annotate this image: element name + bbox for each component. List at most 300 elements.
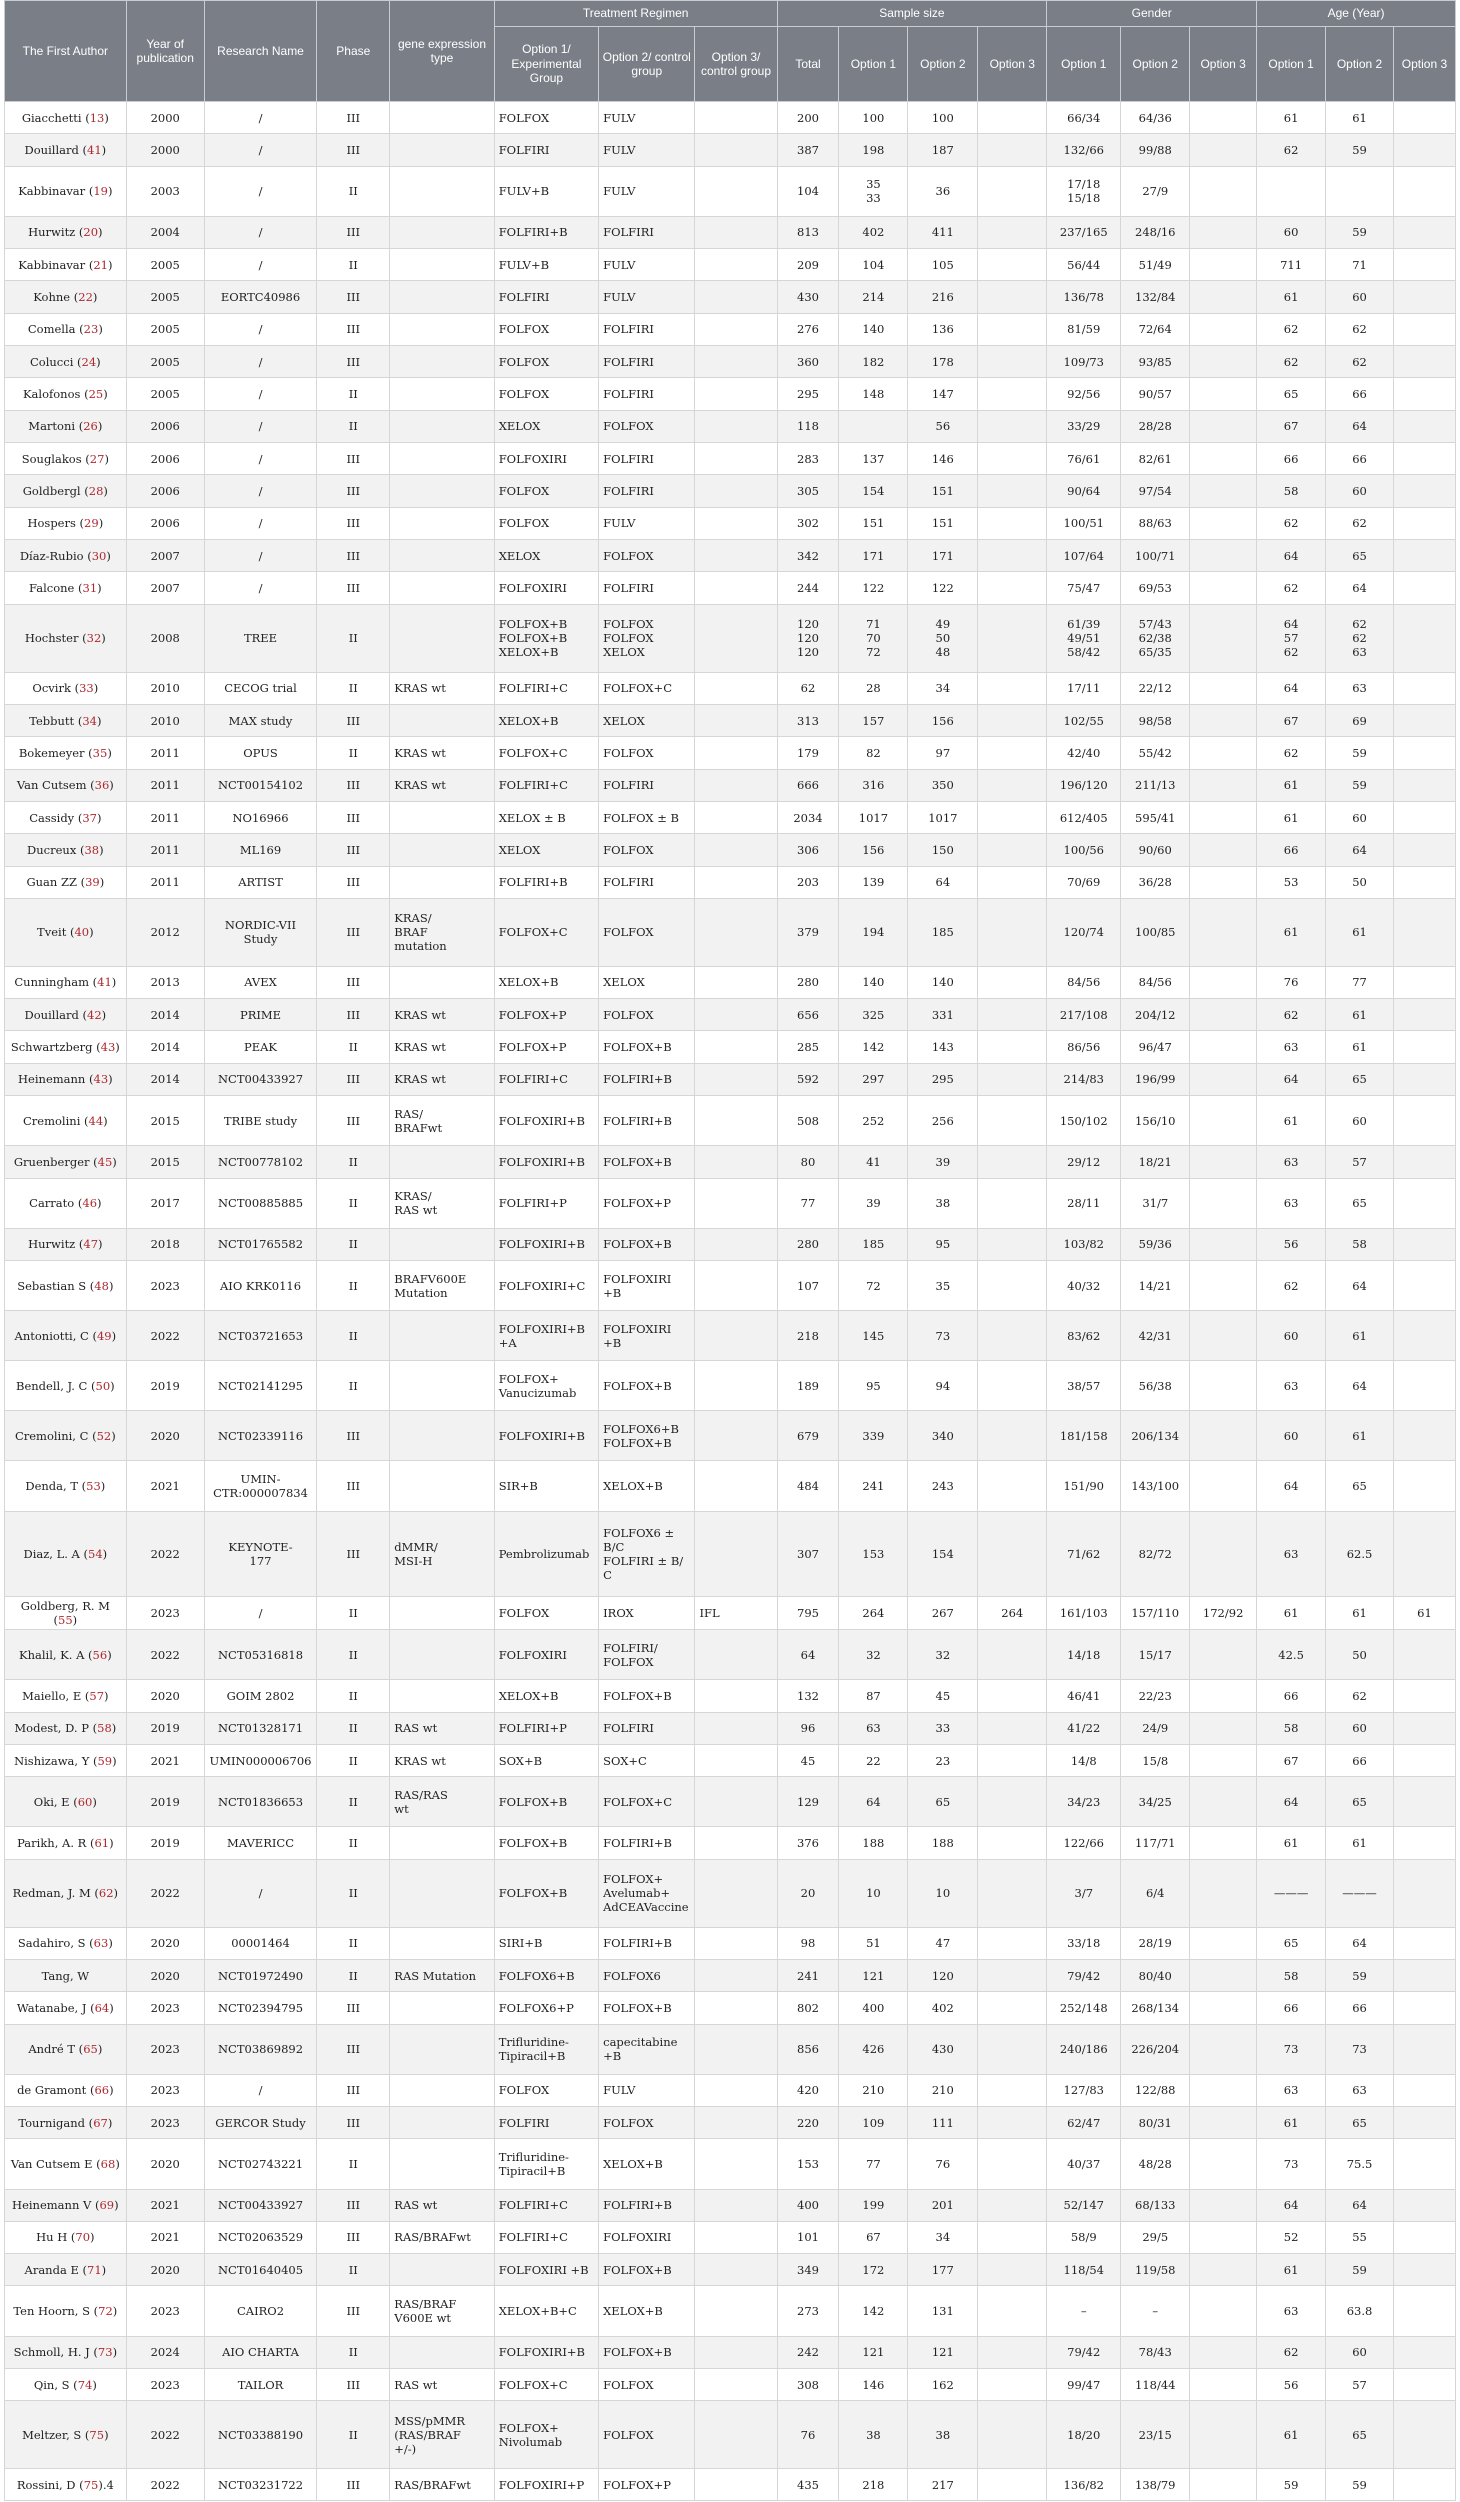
cell-g1: 151/90 (1047, 1461, 1121, 1511)
cell-g1: 92/56 (1047, 378, 1121, 410)
cell-g1: 100/51 (1047, 507, 1121, 539)
cell-s3 (978, 346, 1047, 378)
table-row (5, 1630, 1456, 1680)
cell-author: Ten Hoorn, S (72) (5, 2286, 127, 2336)
reference-link[interactable]: 74 (77, 2377, 93, 2392)
table-row (5, 1859, 1456, 1927)
cell-s1: 28 (839, 672, 908, 704)
cell-opt2: FOLFIRI+B (599, 1927, 695, 1959)
reference-link[interactable]: 47 (83, 1237, 99, 1252)
cell-phase: III (317, 769, 390, 801)
cell-g2: 211/13 (1121, 769, 1190, 801)
cell-a2: 61 (1326, 898, 1394, 966)
reference-link[interactable]: 50 (95, 1378, 111, 1393)
table-row (5, 281, 1456, 313)
cell-s2: 38 (908, 2401, 978, 2469)
cell-opt3 (695, 2336, 777, 2368)
cell-a3 (1393, 249, 1455, 281)
table-row (5, 2401, 1456, 2469)
cell-a2: 65 (1326, 2401, 1394, 2469)
cell-opt3 (695, 2024, 777, 2074)
cell-research: NCT01765582 (204, 1228, 317, 1260)
reference-link[interactable]: 30 (91, 548, 107, 563)
reference-link[interactable]: 43 (100, 1040, 116, 1055)
cell-opt3 (695, 1260, 777, 1310)
author-name: Kabbinavar (18, 184, 86, 199)
col-sample-option-3[interactable]: Option 3 (978, 27, 1047, 102)
cell-total: 280 (777, 966, 839, 998)
cell-a3 (1393, 2024, 1455, 2074)
reference-link[interactable]: 28 (88, 484, 104, 499)
cell-opt1: FOLFOX+B (494, 1777, 598, 1827)
cell-phase: II (317, 2254, 390, 2286)
reference-link[interactable]: 23 (83, 322, 99, 337)
cell-g1: 79/42 (1047, 1959, 1121, 1991)
reference-link[interactable]: 33 (79, 681, 94, 696)
author-name: Cremolini (23, 1113, 81, 1128)
cell-total: 360 (777, 346, 839, 378)
reference-link[interactable]: 46 (82, 1196, 98, 1211)
reference-link[interactable]: 71 (87, 2262, 102, 2277)
cell-g2: 99/88 (1121, 134, 1190, 166)
cell-g1: 252/148 (1047, 1992, 1121, 2024)
cell-year: 2020 (126, 2139, 204, 2189)
cell-s1: 148 (839, 378, 908, 410)
col-author[interactable]: The First Author (5, 1, 127, 102)
cell-s3 (978, 2074, 1047, 2106)
author-name: Kalofonos (22, 387, 81, 402)
col-age-option-1[interactable]: Option 1 (1257, 27, 1326, 102)
cell-research: KEYNOTE- 177 (204, 1511, 317, 1597)
cell-g1: 33/18 (1047, 1927, 1121, 1959)
cell-s1: 51 (839, 1927, 908, 1959)
cell-s1: 104 (839, 249, 908, 281)
table-row (5, 1461, 1456, 1511)
cell-a1: 66 (1257, 1992, 1326, 2024)
reference-link[interactable]: 31 (82, 581, 98, 596)
cell-g2: 15/8 (1121, 1744, 1190, 1776)
cell-total: 45 (777, 1744, 839, 1776)
cell-opt3 (695, 1680, 777, 1712)
reference-link[interactable]: 53 (86, 1478, 101, 1493)
cell-opt1: XELOX+B+C (494, 2286, 598, 2336)
cell-a3 (1393, 1927, 1455, 1959)
cell-a3 (1393, 1859, 1455, 1927)
cell-opt2: FOLFOX FOLFOX XELOX (599, 604, 695, 672)
reference-link[interactable]: 69 (99, 2198, 115, 2213)
cell-s3 (978, 769, 1047, 801)
cell-a1: 61 (1257, 281, 1326, 313)
col-gender-option-2[interactable]: Option 2 (1121, 27, 1190, 102)
reference-link[interactable]: 59 (97, 1753, 113, 1768)
reference-link[interactable]: 75 (89, 2427, 105, 2442)
cell-s2: 267 (908, 1597, 978, 1630)
reference-link[interactable]: 27 (89, 451, 105, 466)
author-name: Guan ZZ (26, 875, 77, 890)
cell-a1: 42.5 (1257, 1630, 1326, 1680)
cell-gene (390, 1630, 494, 1680)
col-age-option-3[interactable]: Option 3 (1393, 27, 1455, 102)
cell-year: 2020 (126, 1927, 204, 1959)
cell-s2: 146 (908, 443, 978, 475)
reference-link[interactable]: 22 (78, 290, 93, 305)
author-name: Díaz-Rubio (19, 548, 84, 563)
cell-opt1: FOLFIRI+B (494, 216, 598, 248)
reference-link[interactable]: 32 (86, 631, 102, 646)
cell-s2: 185 (908, 898, 978, 966)
reference-link[interactable]: 75 (83, 2477, 99, 2492)
cell-g2: 42/31 (1121, 1311, 1190, 1361)
cell-opt2: FOLFIRI (599, 346, 695, 378)
author-name: Antoniotti, C (14, 1328, 89, 1343)
reference-link[interactable]: 37 (82, 810, 97, 825)
cell-phase: III (317, 2368, 390, 2400)
cell-a2: 63.8 (1326, 2286, 1394, 2336)
cell-g1: 161/103 (1047, 1597, 1121, 1630)
cell-author: Guan ZZ (39) (5, 866, 127, 898)
cell-a2: 59 (1326, 769, 1394, 801)
cell-s1: 22 (839, 1744, 908, 1776)
cell-gene (390, 166, 494, 216)
cell-year: 2008 (126, 604, 204, 672)
cell-s3 (978, 216, 1047, 248)
cell-s1: 185 (839, 1228, 908, 1260)
reference-link[interactable]: 65 (83, 2042, 98, 2057)
reference-link[interactable]: 35 (92, 745, 108, 760)
cell-research: UMIN- CTR:000007834 (204, 1461, 317, 1511)
cell-g1: 150/102 (1047, 1096, 1121, 1146)
reference-link[interactable]: 41 (97, 975, 112, 990)
cell-research: EORTC40986 (204, 281, 317, 313)
reference-link[interactable]: 55 (58, 1613, 73, 1628)
cell-g3 (1190, 834, 1257, 866)
cell-research: NCT05316818 (204, 1630, 317, 1680)
cell-research: 00001464 (204, 1927, 317, 1959)
col-phase[interactable]: Phase (317, 1, 390, 102)
author-name: Cassidy (29, 810, 75, 825)
reference-link[interactable]: 54 (88, 1546, 103, 1561)
cell-g2: 55/42 (1121, 737, 1190, 769)
cell-gene (390, 443, 494, 475)
reference-link[interactable]: 29 (84, 516, 99, 531)
cell-a2: 63 (1326, 2074, 1394, 2106)
cell-phase: II (317, 166, 390, 216)
cell-opt1: FOLFOXIRI+B (494, 1228, 598, 1260)
cell-g1: 17/18 15/18 (1047, 166, 1121, 216)
cell-s3 (978, 966, 1047, 998)
cell-gene: RAS wt (390, 2368, 494, 2400)
author-name: Ten Hoorn, S (13, 2304, 90, 2319)
cell-opt1: FOLFOXIRI+B (494, 1146, 598, 1178)
cell-total: 132 (777, 1680, 839, 1712)
cell-g2: 226/204 (1121, 2024, 1190, 2074)
author-name: Tang, W (41, 1968, 90, 1983)
reference-link[interactable]: 13 (89, 110, 105, 125)
cell-total: 802 (777, 1992, 839, 2024)
cell-s2: 111 (908, 2107, 978, 2139)
reference-link[interactable]: 25 (88, 387, 104, 402)
cell-a1: 63 (1257, 1361, 1326, 1411)
col-treatment-option-1[interactable]: Option 1/ Experimental Group (494, 27, 598, 102)
author-name: Parikh, A. R (17, 1836, 87, 1851)
reference-link[interactable]: 48 (94, 1278, 109, 1293)
cell-opt2: XELOX (599, 704, 695, 736)
cell-gene: RAS Mutation (390, 1959, 494, 1991)
col-gene[interactable]: gene expression type (390, 1, 494, 102)
cell-a2: 57 (1326, 2368, 1394, 2400)
cell-opt2: FOLFIRI (599, 216, 695, 248)
cell-research: PRIME (204, 999, 317, 1031)
author-name: Souglakos (21, 451, 82, 466)
cell-research: NCT00433927 (204, 1063, 317, 1095)
col-treatment-option-2[interactable]: Option 2/ control group (599, 27, 695, 102)
reference-link[interactable]: 66 (94, 2083, 110, 2098)
cell-g3 (1190, 866, 1257, 898)
cell-gene (390, 2074, 494, 2106)
cell-s1: 122 (839, 572, 908, 604)
reference-link[interactable]: 73 (97, 2345, 113, 2360)
table-row (5, 102, 1456, 134)
cell-phase: II (317, 1260, 390, 1310)
cell-total: 285 (777, 1031, 839, 1063)
cell-g3 (1190, 346, 1257, 378)
table-row (5, 1511, 1456, 1597)
cell-s2: 47 (908, 1927, 978, 1959)
reference-link[interactable]: 44 (88, 1113, 104, 1128)
author-name: Comella (27, 322, 76, 337)
reference-link[interactable]: 62 (98, 1886, 114, 1901)
cell-a2: 62 (1326, 507, 1394, 539)
cell-opt3 (695, 2221, 777, 2253)
cell-a3 (1393, 378, 1455, 410)
cell-opt3 (695, 1461, 777, 1511)
col-gender-option-3[interactable]: Option 3 (1190, 27, 1257, 102)
cell-g3 (1190, 1777, 1257, 1827)
cell-year: 2011 (126, 866, 204, 898)
reference-suffix: .4 (102, 2477, 114, 2492)
cell-g1: 127/83 (1047, 2074, 1121, 2106)
table-row (5, 134, 1456, 166)
reference-link[interactable]: 26 (83, 419, 98, 434)
cell-s2: 105 (908, 249, 978, 281)
reference-link[interactable]: 57 (89, 1688, 105, 1703)
reference-link[interactable]: 40 (74, 925, 90, 940)
cell-gene: KRAS/ RAS wt (390, 1178, 494, 1228)
reference-link[interactable]: 41 (87, 142, 102, 157)
cell-research: / (204, 102, 317, 134)
col-age-option-2[interactable]: Option 2 (1326, 27, 1394, 102)
reference-link[interactable]: 64 (94, 2000, 110, 2015)
cell-total: 508 (777, 1096, 839, 1146)
cell-author: Watanabe, J (64) (5, 1992, 127, 2024)
cell-g2: 78/43 (1121, 2336, 1190, 2368)
cell-author: Qin, S (74) (5, 2368, 127, 2400)
cell-g3 (1190, 1630, 1257, 1680)
reference-link[interactable]: 63 (93, 1936, 109, 1951)
cell-s3 (978, 834, 1047, 866)
cell-g3 (1190, 2024, 1257, 2074)
reference-link[interactable]: 20 (83, 225, 99, 240)
col-sample-option-2[interactable]: Option 2 (908, 27, 978, 102)
cell-s2: 151 (908, 475, 978, 507)
cell-research: NCT03869892 (204, 2024, 317, 2074)
cell-phase: II (317, 672, 390, 704)
table-row (5, 2221, 1456, 2253)
cell-a1: 61 (1257, 2254, 1326, 2286)
cell-gene (390, 346, 494, 378)
reference-link[interactable]: 21 (93, 257, 108, 272)
cell-opt3 (695, 1992, 777, 2024)
cell-year: 2006 (126, 507, 204, 539)
reference-link[interactable]: 58 (97, 1721, 112, 1736)
cell-g1: 3/7 (1047, 1859, 1121, 1927)
cell-year: 2007 (126, 572, 204, 604)
cell-year: 2020 (126, 2254, 204, 2286)
cell-opt1: FOLFOXIRI+B (494, 1096, 598, 1146)
cell-author: Van Cutsem E (68) (5, 2139, 127, 2189)
cell-total: 107 (777, 1260, 839, 1310)
cell-s1: 38 (839, 2401, 908, 2469)
cell-opt2: FOLFOX (599, 2401, 695, 2469)
cell-a3 (1393, 216, 1455, 248)
col-treatment-option-3[interactable]: Option 3/ control group (695, 27, 777, 102)
reference-link[interactable]: 49 (96, 1328, 112, 1343)
cell-gene (390, 2139, 494, 2189)
reference-link[interactable]: 45 (97, 1154, 113, 1169)
cell-total: 118 (777, 410, 839, 442)
cell-s2: 32 (908, 1630, 978, 1680)
cell-s2: 64 (908, 866, 978, 898)
cell-research: / (204, 410, 317, 442)
cell-s3: 264 (978, 1597, 1047, 1630)
cell-s1: 87 (839, 1680, 908, 1712)
cell-g1: 118/54 (1047, 2254, 1121, 2286)
cell-g3 (1190, 572, 1257, 604)
reference-link[interactable]: 68 (100, 2156, 116, 2171)
author-name: Gruenberger (13, 1154, 90, 1169)
cell-total: 276 (777, 313, 839, 345)
cell-opt1: FOLFIRI+C (494, 1063, 598, 1095)
cell-opt1: FOLFOX (494, 1597, 598, 1630)
reference-link[interactable]: 67 (93, 2115, 108, 2130)
reference-link[interactable]: 36 (94, 778, 110, 793)
reference-link[interactable]: 56 (92, 1647, 108, 1662)
cell-s2: 147 (908, 378, 978, 410)
cell-phase: II (317, 1959, 390, 1991)
cell-total: 120 120 120 (777, 604, 839, 672)
reference-link[interactable]: 60 (77, 1794, 93, 1809)
reference-link[interactable]: 24 (81, 354, 97, 369)
cell-g1: 103/82 (1047, 1228, 1121, 1260)
reference-link[interactable]: 39 (85, 875, 100, 890)
cell-s2: 49 50 48 (908, 604, 978, 672)
studies-table (4, 0, 1456, 2501)
cell-a3 (1393, 1146, 1455, 1178)
cell-opt3 (695, 216, 777, 248)
cell-opt3 (695, 2368, 777, 2400)
author-name: Tournigand (18, 2115, 86, 2130)
cell-a2: 77 (1326, 966, 1394, 998)
cell-a2: 62 (1326, 346, 1394, 378)
cell-year: 2007 (126, 540, 204, 572)
author-name: Modest, D. P (14, 1721, 89, 1736)
cell-year: 2014 (126, 1031, 204, 1063)
cell-opt1: FOLFOX6+B (494, 1959, 598, 1991)
cell-author: Heinemann (43) (5, 1063, 127, 1095)
cell-year: 2000 (126, 134, 204, 166)
reference-link[interactable]: 19 (93, 184, 108, 199)
cell-author: Meltzer, S (75) (5, 2401, 127, 2469)
reference-link[interactable]: 61 (94, 1836, 110, 1851)
cell-a1: 61 (1257, 102, 1326, 134)
author-name: Denda, T (25, 1478, 78, 1493)
reference-link[interactable]: 43 (93, 1072, 109, 1087)
cell-opt3 (695, 249, 777, 281)
cell-g3 (1190, 1146, 1257, 1178)
cell-s1: 218 (839, 2469, 908, 2501)
cell-opt3 (695, 2286, 777, 2336)
cell-gene (390, 704, 494, 736)
cell-a2: 64 (1326, 410, 1394, 442)
cell-a3 (1393, 540, 1455, 572)
cell-gene (390, 1361, 494, 1411)
cell-total: 96 (777, 1712, 839, 1744)
cell-g1: 99/47 (1047, 2368, 1121, 2400)
cell-opt3 (695, 1712, 777, 1744)
cell-opt2: FOLFIRI (599, 443, 695, 475)
cell-research: / (204, 443, 317, 475)
cell-year: 2021 (126, 2189, 204, 2221)
cell-a2: 60 (1326, 281, 1394, 313)
cell-author: Redman, J. M (62) (5, 1859, 127, 1927)
cell-opt2: FOLFIRI+B (599, 1827, 695, 1859)
reference-link[interactable]: 34 (82, 713, 97, 728)
col-year[interactable]: Year of publication (126, 1, 204, 102)
cell-s2: 56 (908, 410, 978, 442)
cell-s1: 402 (839, 216, 908, 248)
cell-opt1: FULV+B (494, 249, 598, 281)
col-sample-total[interactable]: Total (777, 27, 839, 102)
cell-year: 2023 (126, 1597, 204, 1630)
cell-g1: 81/59 (1047, 313, 1121, 345)
cell-s2: 1017 (908, 801, 978, 833)
table-row (5, 866, 1456, 898)
cell-g2: 100/71 (1121, 540, 1190, 572)
cell-gene (390, 801, 494, 833)
reference-link[interactable]: 42 (87, 1007, 102, 1022)
cell-g3 (1190, 313, 1257, 345)
col-sample-option-1[interactable]: Option 1 (839, 27, 908, 102)
reference-link[interactable]: 52 (96, 1428, 112, 1443)
cell-year: 2022 (126, 1311, 204, 1361)
cell-g3 (1190, 1511, 1257, 1597)
cell-year: 2010 (126, 672, 204, 704)
cell-g2: 28/19 (1121, 1927, 1190, 1959)
col-research[interactable]: Research Name (204, 1, 317, 102)
reference-link[interactable]: 38 (84, 842, 100, 857)
cell-author: Aranda E (71) (5, 2254, 127, 2286)
cell-opt2: XELOX+B (599, 2286, 695, 2336)
cell-a1: 73 (1257, 2139, 1326, 2189)
reference-link[interactable]: 70 (75, 2230, 91, 2245)
reference-link[interactable]: 72 (98, 2304, 113, 2319)
cell-s2: 34 (908, 2221, 978, 2253)
cell-g2: 204/12 (1121, 999, 1190, 1031)
col-gender-option-1[interactable]: Option 1 (1047, 27, 1121, 102)
author-name: Redman, J. M (12, 1886, 91, 1901)
cell-g3 (1190, 2139, 1257, 2189)
cell-g1: 122/66 (1047, 1827, 1121, 1859)
